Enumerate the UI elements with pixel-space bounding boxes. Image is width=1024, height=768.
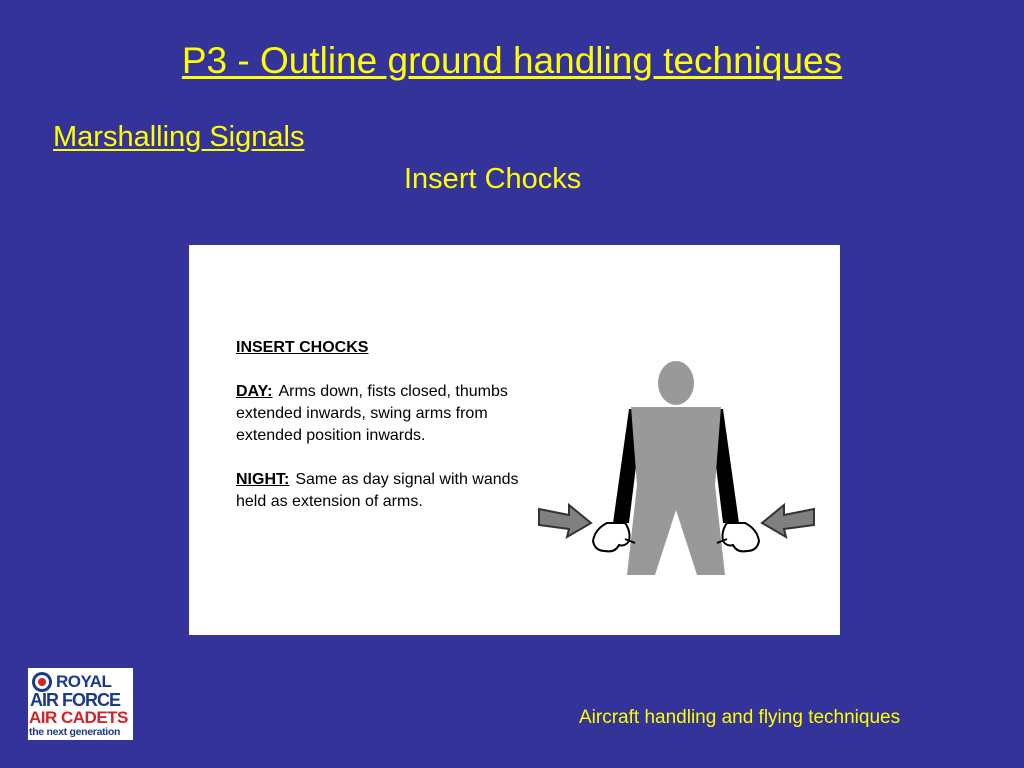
- signal-heading: INSERT CHOCKS: [236, 339, 369, 356]
- arrow-right-icon: [539, 505, 591, 537]
- night-text: Same as day signal with wands held as extension of arms.: [236, 471, 519, 510]
- logo-line-air-force: AIR FORCE: [30, 690, 120, 710]
- signal-description: [236, 337, 536, 513]
- figure-body: [627, 407, 725, 575]
- slide-title: P3 - Outline ground handling techniques: [181, 40, 843, 81]
- signal-name: Insert Chocks: [404, 163, 582, 195]
- slide-footer: Aircraft handling and flying techniques: [579, 707, 901, 728]
- signal-panel: [189, 245, 840, 635]
- day-instruction: [236, 381, 536, 447]
- logo-line-air-cadets: AIR CADETS: [29, 708, 128, 727]
- logo-line-tagline: the next generation: [29, 726, 121, 738]
- night-instruction: [236, 469, 536, 513]
- figure-right-fist: [717, 523, 759, 551]
- section-subtitle: Marshalling Signals: [53, 121, 305, 153]
- figure-left-fist: [593, 523, 635, 551]
- logo-line-royal: ROYAL: [56, 672, 112, 691]
- day-text: Arms down, fists closed, thumbs extended inwards, swing arms from extended position inwards.: [236, 383, 508, 444]
- marshaller-figure-icon: [529, 345, 829, 585]
- night-label: NIGHT:: [236, 471, 290, 488]
- figure-head: [658, 361, 694, 405]
- raf-air-cadets-logo: [28, 668, 133, 740]
- day-label: DAY:: [236, 383, 273, 400]
- arrow-left-icon: [762, 505, 814, 537]
